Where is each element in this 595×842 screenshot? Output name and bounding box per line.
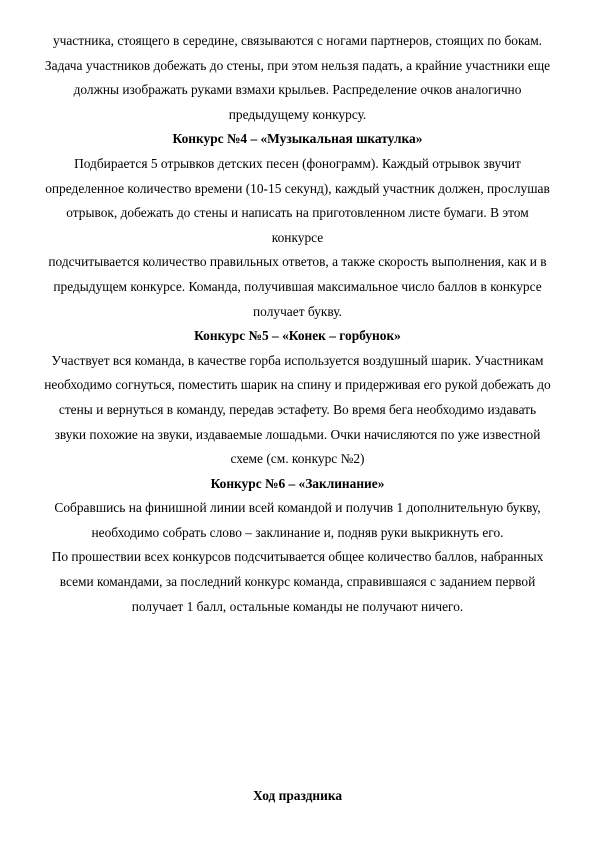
text-line: необходимо согнуться, поместить шарик на спину и придерживая его рукой добежать до — [44, 377, 551, 393]
text-line: По прошествии всех конкурсов подсчитывается общее количество баллов, набранных — [51, 549, 544, 565]
text-line: получает букву. — [253, 303, 342, 319]
section-heading: Ход праздника — [252, 788, 343, 803]
text-line: звуки похожие на звуки, издаваемые лошадьми. Очки начисляются по уже известной — [54, 426, 541, 442]
text-line: Подбирается 5 отрывков детских песен (фонограмм). Каждый отрывок звучит — [74, 155, 521, 171]
text-line: Участвует вся команда, в качестве горба используется воздушный шарик. Участникам — [51, 352, 544, 368]
text-line: предыдущем конкурсе. Команда, получившая максимальное число баллов в конкурсе — [53, 278, 542, 294]
text-line: должны изображать руками взмахи крыльев. Распределение очков аналогично — [73, 82, 522, 98]
document-body — [40, 29, 555, 619]
text-line: получает 1 балл, остальные команды не получают ничего. — [131, 598, 464, 614]
text-line: Задача участников добежать до стены, при этом нельзя падать, а крайние участники еще — [44, 57, 551, 73]
contest-5-heading: Конкурс №5 – «Конек – горбунок» — [194, 328, 401, 344]
text-line: предыдущему конкурсу. — [228, 106, 367, 122]
text-line: Собравшись на финишной линии всей командой и получив 1 дополнительную букву, — [54, 500, 541, 516]
contest-4-heading: Конкурс №4 – «Музыкальная шкатулка» — [172, 131, 423, 147]
text-line: необходимо собрать слово – заклинание и, подняв руки выкрикнуть его. — [91, 524, 504, 540]
text-line: отрывок, добежать до стены и написать на приготовленном листе бумаги. В этом конкурсе — [66, 205, 529, 245]
text-line: участника, стоящего в середине, связываются с ногами партнеров, стоящих по бокам. — [52, 33, 543, 48]
text-line: определенное количество времени (10-15 секунд), каждый участник должен, прослушав — [45, 180, 550, 196]
text-line: схеме (см. конкурс №2) — [230, 451, 365, 467]
text-line: стены и вернуться в команду, передав эстафету. Во время бега необходимо издавать — [58, 401, 537, 417]
contest-6-heading: Конкурс №6 – «Заклинание» — [210, 475, 385, 491]
text-line: подсчитывается количество правильных ответов, а также скорость выполнения, как и в — [48, 254, 547, 270]
text-line: всеми командами, за последний конкурс команда, справившаяся с заданием первой — [59, 574, 536, 590]
